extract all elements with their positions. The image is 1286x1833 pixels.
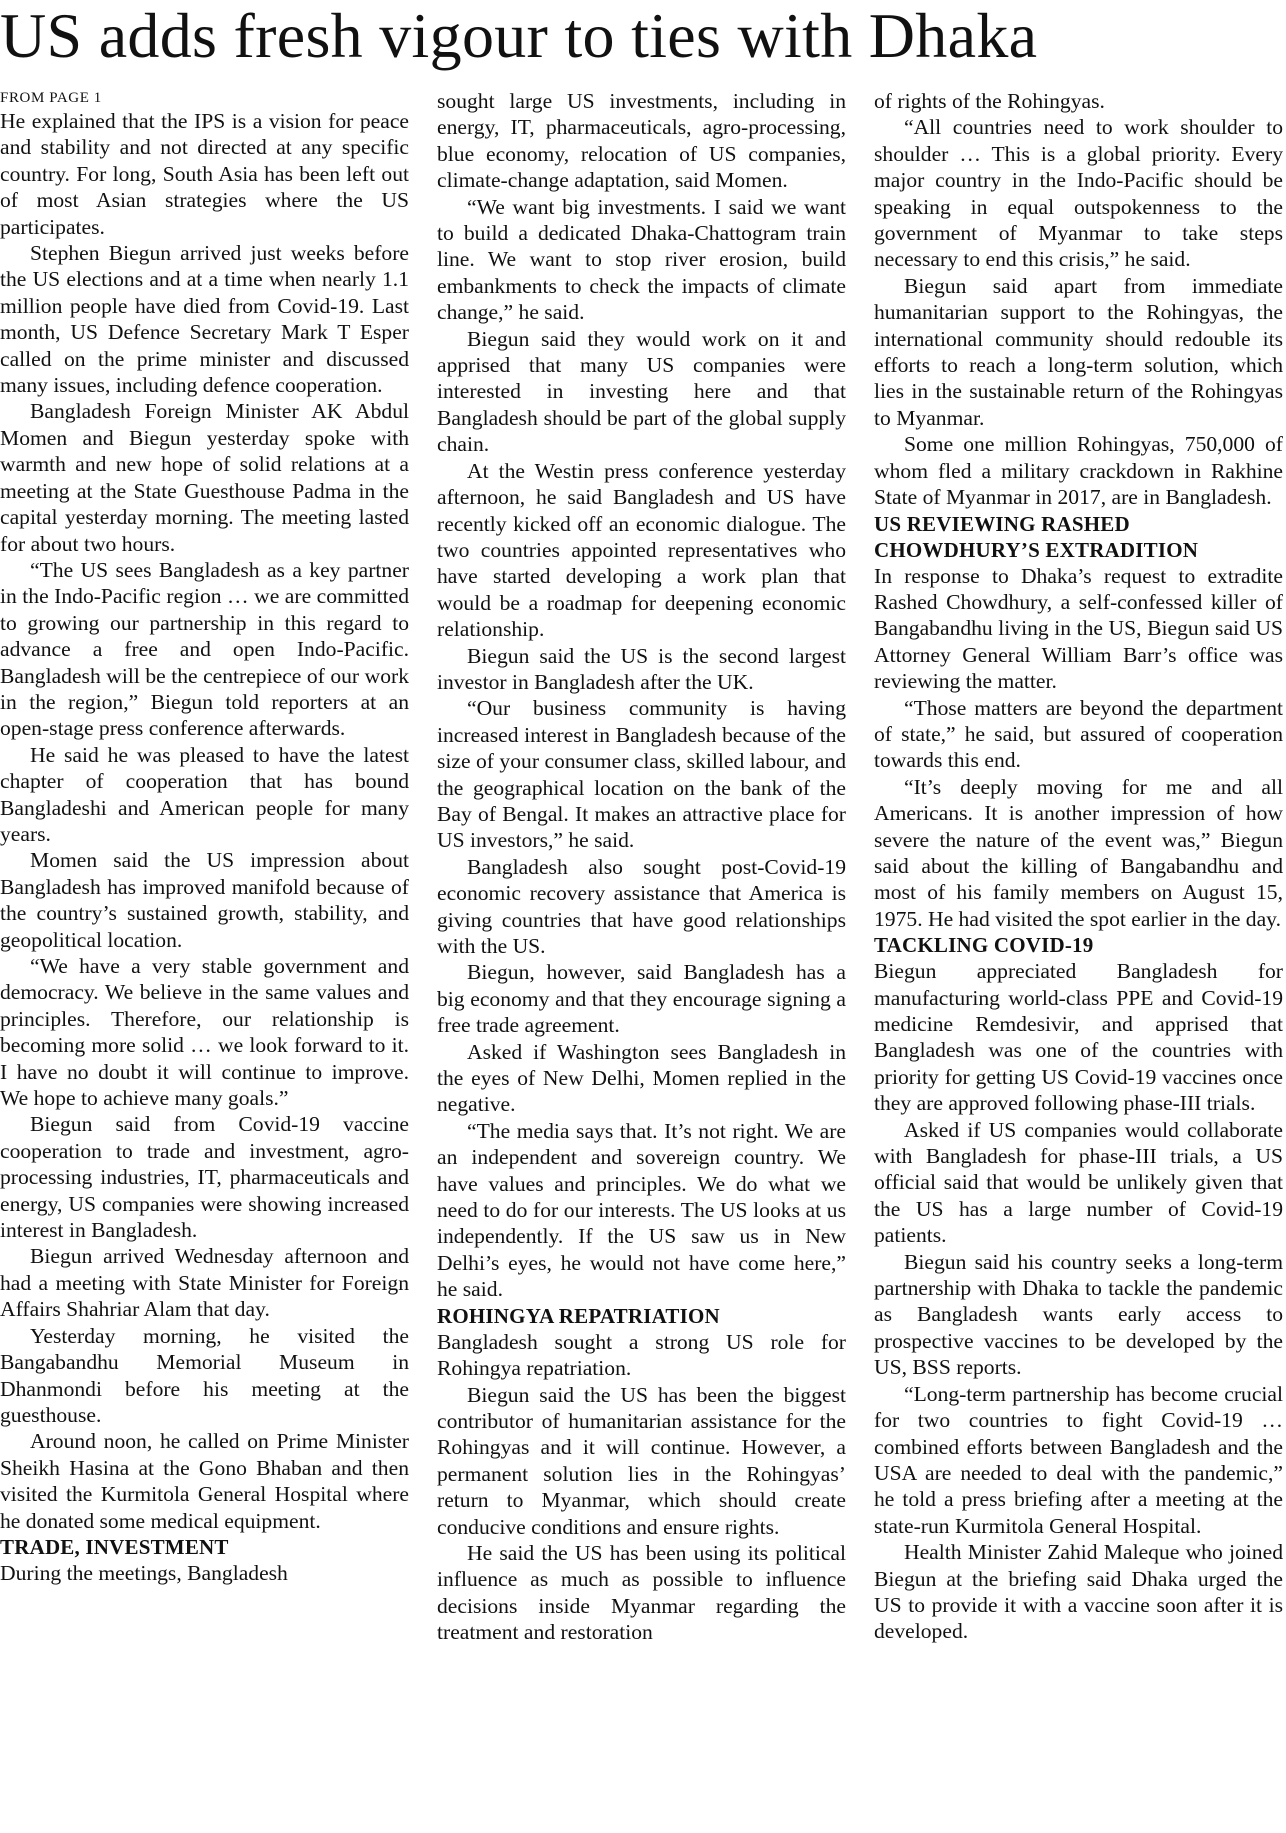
paragraph: Health Minister Zahid Maleque who joined Biegun at the briefing said Dhaka urged the US to provide it with a vaccine soon after it is developed.	[874, 1540, 1283, 1644]
paragraph: During the meetings, Bangladesh	[0, 1560, 288, 1585]
paragraph: “Our business community is having increased interest in Bangladesh because of the size of your consumer class, skilled labour, and the geographical location on the bank of the Bay of Bengal. It makes an attractive place for US investors,” he said.	[437, 696, 846, 853]
paragraph: “All countries need to work shoulder to shoulder … This is a global priority. Every major country in the Indo-Pacific should be speaking in equal outspokenness to the government of Myanmar to take steps necessary to end this crisis,” he said.	[874, 115, 1283, 272]
paragraph: “It’s deeply moving for me and all Americans. It is another impression of how severe the nature of the event was,” Biegun said about the killing of Bangabandhu and most of his family members on August 15, 1975. He had visited the spot earlier in the day.	[874, 774, 1283, 931]
paragraph: Biegun appreciated Bangladesh for manufacturing world-class PPE and Covid-19 medicine Remdesivir, and apprised that Bangladesh was one of the countries with priority for getting US Covid-19 vaccines once they are approved following phase-III trials.	[874, 959, 1283, 1116]
paragraph: Biegun said his country seeks a long-term partnership with Dhaka to tackle the pandemic as Bangladesh wants early access to prospective vaccines to be developed by the US, BSS reports.	[874, 1249, 1283, 1380]
paragraph: At the Westin press conference yesterday afternoon, he said Bangladesh and US have recently kicked off an economic dialogue. The two countries appointed representatives who have started developing a work plan that would be a roadmap for deepening economic relationship.	[437, 458, 846, 642]
headline: US adds fresh vigour to ties with Dhaka	[0, 0, 1038, 71]
article-column-1	[0, 88, 409, 1833]
jump-line: FROM PAGE 1	[0, 90, 102, 106]
subhead-extradition: US REVIEWING RASHED CHOWDHURY’S EXTRADITION	[874, 511, 1199, 562]
paragraph: Bangladesh Foreign Minister AK Abdul Momen and Biegun yesterday spoke with warmth and new hope of solid relations at a meeting at the State Guesthouse Padma in the capital yesterday morning. The meeting lasted for about two hours.	[0, 399, 409, 556]
paragraph: Some one million Rohingyas, 750,000 of whom fled a military crackdown in Rakhine State of Myanmar in 2017, are in Bangladesh.	[874, 432, 1283, 510]
paragraph: He explained that the IPS is a vision for peace and stability and not directed at any specific country. For long, South Asia has been left out of most Asian strategies where the US participates.	[0, 109, 409, 239]
subhead-rohingya-repatriation: ROHINGYA REPATRIATION	[437, 1303, 720, 1328]
subhead-trade-investment: TRADE, INVESTMENT	[0, 1534, 229, 1559]
article-column-2	[437, 88, 846, 1833]
paragraph: “The media says that. It’s not right. We are an independent and sovereign country. We have values and principles. We do what we need to do for our interests. The US looks at us independently. If the US saw us in New Delhi’s eyes, he would not have come here,” he said.	[437, 1118, 846, 1302]
paragraph: “We want big investments. I said we want to build a dedicated Dhaka-Chattogram train line. We want to stop river erosion, build embankments to check the impacts of climate change,” he said.	[437, 194, 846, 325]
paragraph: Biegun said the US has been the biggest contributor of humanitarian assistance for the Rohingyas and it will continue. However, a permanent solution lies in the Rohingyas’ return to Myanmar, which should create conducive conditions and ensure rights.	[437, 1382, 846, 1539]
paragraph: “We have a very stable government and democracy. We believe in the same values and principles. Therefore, our relationship is becoming more solid … we look forward to it. I have no doubt it will continue to improve. We hope to achieve many goals.”	[0, 954, 409, 1111]
paragraph: Biegun said the US is the second largest investor in Bangladesh after the UK.	[437, 643, 846, 694]
paragraph: He said he was pleased to have the latest chapter of cooperation that has bound Bangladeshi and American people for many years.	[0, 742, 409, 846]
paragraph: Bangladesh also sought post-Covid-19 economic recovery assistance that America is giving countries that have good relationships with the US.	[437, 854, 846, 958]
paragraph: “Those matters are beyond the department of state,” he said, but assured of cooperation towards this end.	[874, 695, 1283, 773]
paragraph: Around noon, he called on Prime Minister Sheikh Hasina at the Gono Bhaban and then visited the Kurmitola General Hospital where he donated some medical equipment.	[0, 1429, 409, 1533]
paragraph: Bangladesh sought a strong US role for Rohingya repatriation.	[437, 1329, 846, 1381]
paragraph-continued: of rights of the Rohingyas.	[874, 89, 1105, 113]
paragraph: Momen said the US impression about Bangladesh has improved manifold because of the country’s sustained growth, stability, and geopolitical location.	[0, 848, 409, 952]
article-column-3	[874, 88, 1283, 1833]
paragraph: Asked if Washington sees Bangladesh in the eyes of New Delhi, Momen replied in the negative.	[437, 1039, 846, 1117]
paragraph: “Long-term partnership has become crucial for two countries to fight Covid-19 … combined efforts between Bangladesh and the USA are needed to deal with the pandemic,” he told a press briefing after a meeting at the state-run Kurmitola General Hospital.	[874, 1381, 1283, 1538]
paragraph: Stephen Biegun arrived just weeks before the US elections and at a time when nearly 1.1 million people have died from Covid-19. Last month, US Defence Secretary Mark T Esper called on the prime minister and discussed many issues, including defence cooperation.	[0, 241, 409, 398]
paragraph: He said the US has been using its political influence as much as possible to influence decisions inside Myanmar regarding the treatment and restoration	[437, 1540, 846, 1645]
paragraph: Asked if US companies would collaborate with Bangladesh for phase-III trials, a US official said that would be unlikely given that the US has a large number of Covid-19 patients.	[874, 1117, 1283, 1248]
paragraph: Biegun arrived Wednesday afternoon and had a meeting with State Minister for Foreign Affairs Shahriar Alam that day.	[0, 1244, 409, 1322]
paragraph: “The US sees Bangladesh as a key partner in the Indo-Pacific region … we are committed to growing our partnership in this regard to advance a free and open Indo-Pacific. Bangladesh will be the centrepiece of our work in the region,” Biegun told reporters at an open-stage press conference afterwards.	[0, 557, 409, 741]
paragraph-continued: sought large US investments, including in energy, IT, pharmaceuticals, agro-processing, blue economy, relocation of US companies, climate-change adaptation, said Momen.	[437, 89, 846, 193]
paragraph: Biegun, however, said Bangladesh has a big economy and that they encourage signing a free trade agreement.	[437, 960, 846, 1038]
paragraph: Biegun said they would work on it and apprised that many US companies were interested in investing here and that Bangladesh should be part of the global supply chain.	[437, 326, 846, 457]
paragraph: In response to Dhaka’s request to extradite Rashed Chowdhury, a self-confessed killer of Bangabandhu living in the US, Biegun said US Attorney General William Barr’s office was reviewing the matter.	[874, 563, 1283, 694]
subhead-tackling-covid: TACKLING COVID-19	[874, 933, 1094, 958]
paragraph: Biegun said from Covid-19 vaccine cooperation to trade and investment, agro-processing industries, IT, pharmaceuticals and energy, US companies were showing increased interest in Bangladesh.	[0, 1112, 409, 1243]
paragraph: Biegun said apart from immediate humanitarian support to the Rohingyas, the international community should redouble its efforts to reach a long-term solution, which lies in the sustainable return of the Rohingyas to Myanmar.	[874, 273, 1283, 430]
paragraph: Yesterday morning, he visited the Bangabandhu Memorial Museum in Dhanmondi before his meeting at the guesthouse.	[0, 1323, 409, 1427]
